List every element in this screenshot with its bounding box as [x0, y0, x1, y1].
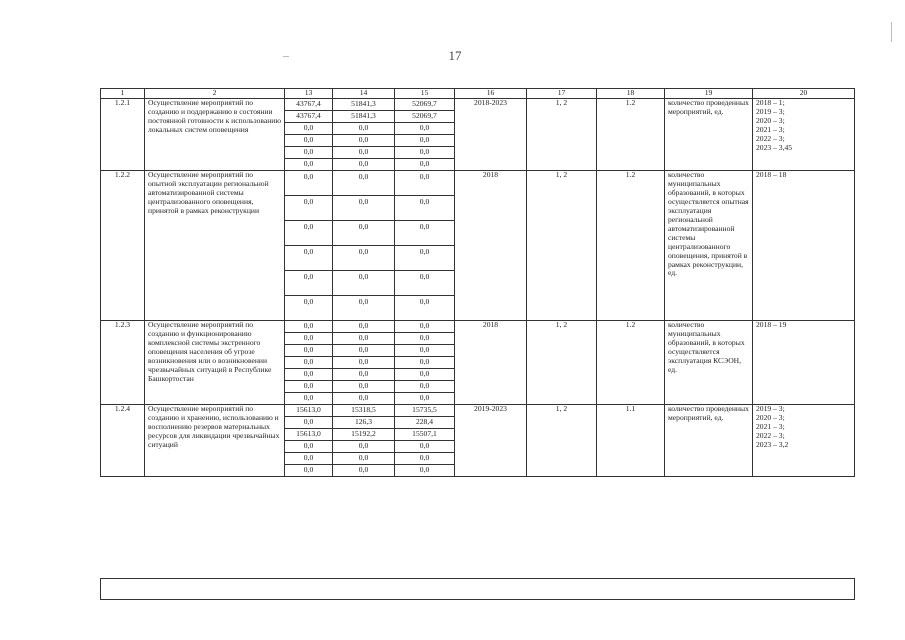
value-cell: 0,0: [395, 123, 455, 135]
value-cell: 0,0: [285, 221, 333, 246]
measure-title: Осуществление мероприятий по опытной эксплуатации региональной автоматизированной системы централизованного оповещения, принятой в рамках реконструкции: [145, 171, 285, 321]
years-cell: 2018-2023: [455, 99, 527, 171]
header-cell: 19: [665, 89, 753, 99]
table-row: [101, 171, 855, 196]
value-cell: 0,0: [333, 171, 395, 196]
value-cell: 0,0: [333, 321, 395, 333]
years-cell: 2019-2023: [455, 405, 527, 477]
value-cell: 228,4: [395, 417, 455, 429]
indicator-cell: количество муниципальных образований, в которых осуществляется опытная эксплуатация региональной автоматизированной системы централизованного оповещения, принятой в рамках реконструкции, ед.: [665, 171, 753, 321]
value-cell: 52069,7: [395, 111, 455, 123]
value-cell: 0,0: [395, 171, 455, 196]
value-cell: 0,0: [333, 369, 395, 381]
value-cell: 0,0: [285, 333, 333, 345]
value-cell: 0,0: [395, 345, 455, 357]
value-cell: 0,0: [395, 441, 455, 453]
header-cell: 1: [101, 89, 145, 99]
header-cell: 18: [597, 89, 665, 99]
row-id: 1.2.1: [101, 99, 145, 171]
value-cell: 0,0: [285, 453, 333, 465]
value-cell: 0,0: [395, 357, 455, 369]
header-cell: 13: [285, 89, 333, 99]
value-cell: 0,0: [333, 393, 395, 405]
value-cell: 0,0: [333, 196, 395, 221]
col17-cell: 1, 2: [527, 99, 597, 171]
header-cell: 15: [395, 89, 455, 99]
value-cell: 0,0: [285, 357, 333, 369]
years-cell: 2018: [455, 321, 527, 405]
value-cell: 0,0: [333, 159, 395, 171]
targets-cell: 2019 – 3; 2020 – 3; 2021 – 3; 2022 – 3; 2023 – 3,2: [753, 405, 855, 477]
value-cell: 52069,7: [395, 99, 455, 111]
value-cell: 0,0: [285, 271, 333, 296]
header-cell: 17: [527, 89, 597, 99]
scan-mark: [891, 22, 892, 42]
col18-cell: 1.2: [597, 99, 665, 171]
value-cell: 0,0: [395, 465, 455, 477]
header-cell: 20: [753, 89, 855, 99]
value-cell: 0,0: [395, 321, 455, 333]
value-cell: 0,0: [333, 221, 395, 246]
value-cell: 15613,0: [285, 405, 333, 417]
value-cell: 0,0: [285, 171, 333, 196]
value-cell: 0,0: [285, 369, 333, 381]
table-row: [101, 99, 855, 111]
value-cell: 0,0: [395, 453, 455, 465]
value-cell: 0,0: [333, 123, 395, 135]
value-cell: 0,0: [333, 147, 395, 159]
value-cell: 0,0: [285, 321, 333, 333]
targets-cell: 2018 – 19: [753, 321, 855, 405]
value-cell: 0,0: [333, 296, 395, 321]
header-cell: 2: [145, 89, 285, 99]
table-row: [101, 405, 855, 417]
value-cell: 15613,0: [285, 429, 333, 441]
value-cell: 0,0: [395, 333, 455, 345]
value-cell: 51841,3: [333, 99, 395, 111]
value-cell: 0,0: [285, 381, 333, 393]
targets-cell: 2018 – 18: [753, 171, 855, 321]
value-cell: 0,0: [395, 393, 455, 405]
col17-cell: 1, 2: [527, 405, 597, 477]
value-cell: 15507,1: [395, 429, 455, 441]
years-cell: 2018: [455, 171, 527, 321]
value-cell: 0,0: [333, 345, 395, 357]
value-cell: 0,0: [333, 135, 395, 147]
value-cell: 0,0: [285, 147, 333, 159]
value-cell: 0,0: [333, 246, 395, 271]
measure-title: Осуществление мероприятий по созданию и поддержанию в состоянии постоянной готовности к использованию локальных систем оповещения: [145, 99, 285, 171]
value-cell: 15318,5: [333, 405, 395, 417]
value-cell: 0,0: [285, 441, 333, 453]
value-cell: 43767,4: [285, 99, 333, 111]
value-cell: 0,0: [395, 221, 455, 246]
program-table: [100, 88, 855, 477]
value-cell: 0,0: [333, 465, 395, 477]
row-id: 1.2.3: [101, 321, 145, 405]
col17-cell: 1, 2: [527, 171, 597, 321]
col17-cell: 1, 2: [527, 321, 597, 405]
value-cell: 0,0: [395, 147, 455, 159]
value-cell: 126,3: [333, 417, 395, 429]
header-cell: 16: [455, 89, 527, 99]
value-cell: 0,0: [395, 159, 455, 171]
col18-cell: 1.2: [597, 321, 665, 405]
value-cell: 0,0: [395, 135, 455, 147]
measure-title: Осуществление мероприятий по созданию и хранению, использованию и восполнению резервов материальных ресурсов для ликвидации чрезвычайных ситуаций: [145, 405, 285, 477]
value-cell: 0,0: [395, 271, 455, 296]
value-cell: 0,0: [285, 465, 333, 477]
value-cell: 0,0: [285, 393, 333, 405]
value-cell: 0,0: [285, 345, 333, 357]
indicator-cell: количество проведенных мероприятий, ед.: [665, 405, 753, 477]
indicator-cell: количество проведенных мероприятий, ед.: [665, 99, 753, 171]
table-row: [101, 321, 855, 333]
value-cell: 0,0: [285, 296, 333, 321]
footer-box: [100, 578, 855, 600]
value-cell: 0,0: [395, 246, 455, 271]
value-cell: 0,0: [395, 381, 455, 393]
col18-cell: 1.1: [597, 405, 665, 477]
value-cell: 0,0: [395, 296, 455, 321]
header-row: [101, 89, 855, 99]
value-cell: 0,0: [285, 246, 333, 271]
page-number: 17: [448, 48, 462, 63]
value-cell: 15735,5: [395, 405, 455, 417]
value-cell: 0,0: [285, 135, 333, 147]
value-cell: 0,0: [285, 196, 333, 221]
value-cell: 0,0: [333, 441, 395, 453]
scan-mark: [283, 56, 289, 57]
value-cell: 0,0: [395, 369, 455, 381]
value-cell: 0,0: [395, 196, 455, 221]
header-cell: 14: [333, 89, 395, 99]
value-cell: 0,0: [285, 159, 333, 171]
measure-title: Осуществление мероприятий по созданию и функционированию комплексной системы экстренного оповещения населения об угрозе возникновения или о возникновении чрезвычайных ситуаций в Республике Башкортостан: [145, 321, 285, 405]
indicator-cell: количество муниципальных образований, в которых осуществляется эксплуатация КСЭОН, ед.: [665, 321, 753, 405]
value-cell: 15192,2: [333, 429, 395, 441]
value-cell: 0,0: [333, 381, 395, 393]
value-cell: 0,0: [333, 357, 395, 369]
value-cell: 51841,3: [333, 111, 395, 123]
value-cell: 0,0: [333, 333, 395, 345]
value-cell: 0,0: [285, 417, 333, 429]
value-cell: 43767,4: [285, 111, 333, 123]
row-id: 1.2.2: [101, 171, 145, 321]
value-cell: 0,0: [333, 271, 395, 296]
targets-cell: 2018 – 1; 2019 – 3; 2020 – 3; 2021 – 3; 2022 – 3; 2023 – 3,45: [753, 99, 855, 171]
col18-cell: 1.2: [597, 171, 665, 321]
value-cell: 0,0: [285, 123, 333, 135]
value-cell: 0,0: [333, 453, 395, 465]
row-id: 1.2.4: [101, 405, 145, 477]
